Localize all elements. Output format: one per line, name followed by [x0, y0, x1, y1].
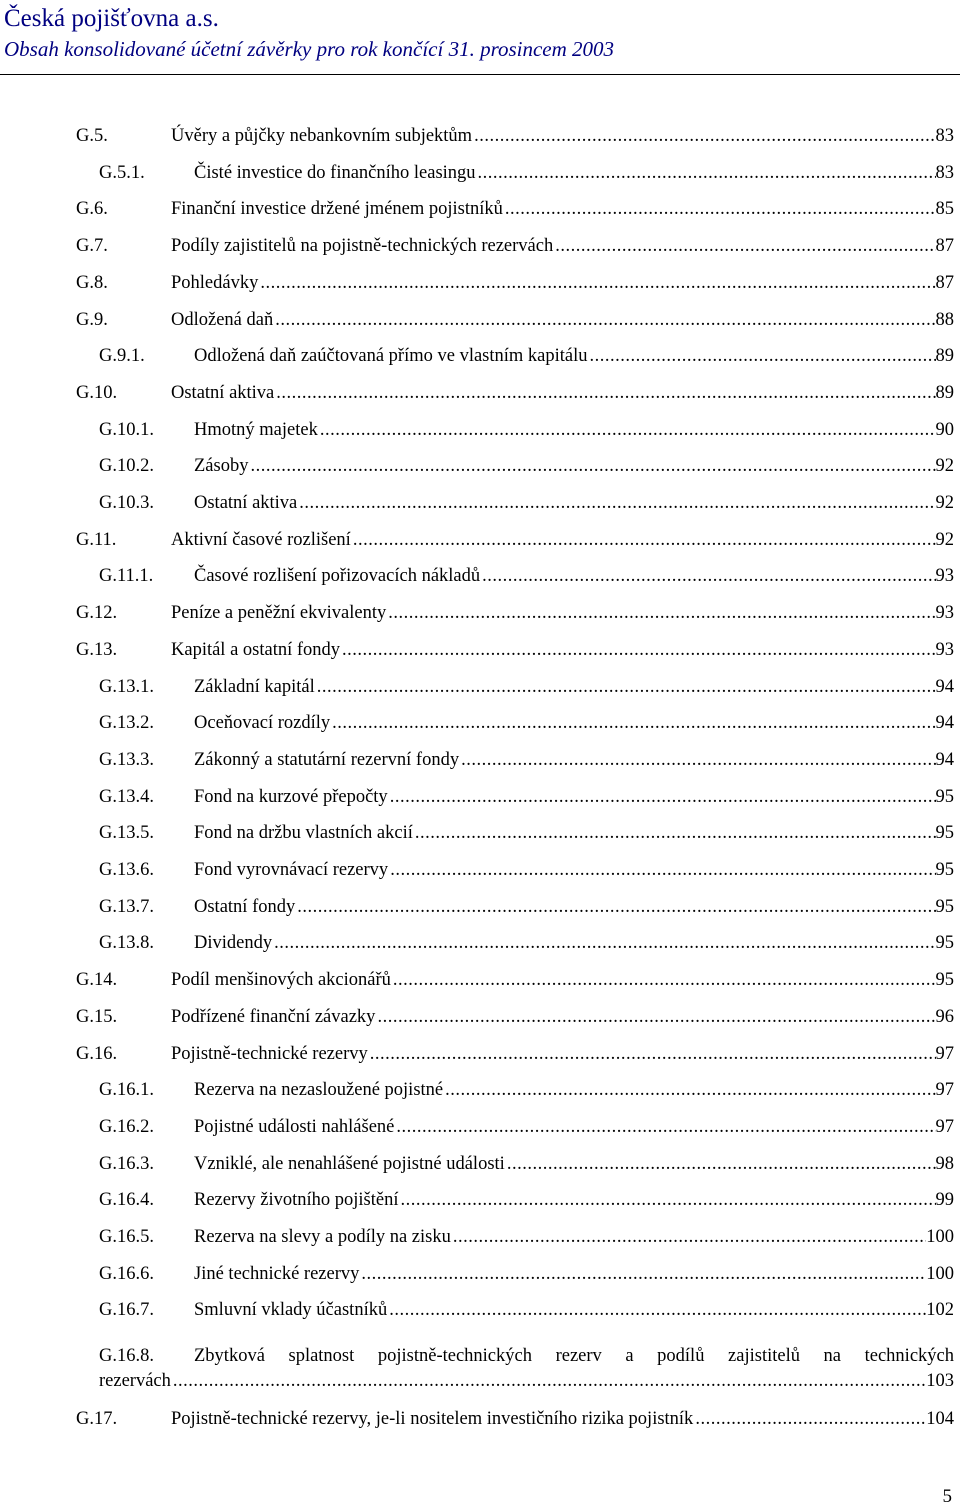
toc-dot-leader [173, 1369, 926, 1393]
toc-dot-leader [388, 598, 935, 628]
toc-entry-page: 92 [935, 529, 954, 550]
toc-entry[interactable] [0, 598, 960, 628]
toc-entry-number: G.8. [76, 272, 108, 293]
toc-entry-title: Rezerva na slevy a podíly na zisku [194, 1227, 451, 1247]
toc-dot-leader [390, 855, 935, 885]
toc-entry-page: 94 [935, 713, 954, 734]
toc-entry[interactable] [0, 378, 960, 408]
toc-entry-title: Ostatní fondy [194, 896, 296, 917]
toc-entry[interactable] [0, 782, 960, 812]
toc-entry-title: Podíly zajistitelů na pojistně-technických rezervách [171, 236, 554, 257]
toc-entry[interactable] [0, 1185, 960, 1215]
company-name: Česká pojišťovna a.s. [4, 5, 219, 32]
toc-entry-number: G.13.1. [99, 676, 154, 697]
toc-entry-title: Kapitál a ostatní fondy [171, 639, 341, 660]
toc-entry[interactable] [0, 965, 960, 995]
toc-entry-title: Zásoby [194, 456, 249, 477]
toc-entry-number: G.16.7. [99, 1300, 154, 1321]
toc-entry[interactable] [0, 194, 960, 224]
toc-entry-number: G.16. [76, 1043, 118, 1064]
toc-entry[interactable] [0, 341, 960, 371]
toc-entry-title: Pojistně-technické rezervy, je-li nositelem investičního rizika pojistník [171, 1409, 694, 1429]
toc-entry-number: G.16.3. [99, 1153, 154, 1174]
toc-dot-leader [297, 892, 935, 922]
toc-entry-title: Fond na kurzové přepočty [194, 786, 388, 807]
toc-entry-title: Hmotný majetek [194, 419, 318, 440]
toc-entry-page: 95 [935, 823, 954, 844]
toc-entry[interactable] [0, 818, 960, 848]
toc-entry-page: 95 [935, 970, 954, 991]
toc-entry-page: 99 [935, 1190, 954, 1211]
toc-entry-page: 93 [935, 603, 954, 624]
toc-entry[interactable] [0, 121, 960, 151]
toc-entry[interactable] [0, 415, 960, 445]
toc-dot-leader [695, 1404, 926, 1434]
toc-entry-number: G.5. [76, 126, 108, 146]
toc-entry[interactable] [0, 1039, 960, 1069]
toc-entry-page: 89 [935, 382, 954, 403]
toc-entry-title: Časové rozlišení pořizovacích nákladů [194, 566, 481, 587]
toc-entry-page: 97 [935, 1080, 954, 1101]
toc-entry-number: G.16.4. [99, 1190, 154, 1211]
toc-entry-title-line1: Zbytková splatnost pojistně-technických rezerv a podílů zajistitelů na technických [194, 1346, 954, 1366]
toc-entry-number: G.11. [76, 529, 117, 550]
toc-entry-page: 98 [935, 1153, 954, 1174]
toc-dot-leader [507, 1149, 936, 1179]
toc-entry-page: 90 [935, 419, 954, 440]
toc-entry-title: Jiné technické rezervy [194, 1263, 360, 1284]
toc-entry-number: G.15. [76, 1006, 118, 1027]
toc-entry-page: 93 [935, 639, 954, 660]
toc-entry[interactable] [0, 1112, 960, 1142]
toc-dot-leader [415, 818, 936, 848]
toc-dot-leader [390, 782, 936, 812]
toc-entry-page: 92 [935, 493, 954, 513]
toc-entry-title: Dividendy [194, 933, 273, 954]
toc-entry-page: 95 [935, 786, 954, 807]
toc-entry[interactable] [0, 1149, 960, 1179]
document-header [4, 0, 614, 62]
toc-entry-title: Úvěry a půjčky nebankovním subjektům [171, 126, 473, 146]
toc-entry-number: G.16.1. [99, 1080, 154, 1101]
toc-entry-title: Peníze a peněžní ekvivalenty [171, 603, 387, 624]
toc-entry-title: Ostatní aktiva [171, 382, 275, 403]
toc-entry-title: Finanční investice držené jménem pojistníků [171, 199, 503, 220]
toc-entry[interactable] [0, 1002, 960, 1032]
toc-entry[interactable] [0, 305, 960, 335]
toc-dot-leader [361, 1259, 926, 1289]
toc-entry-page: 97 [935, 1043, 954, 1064]
toc-dot-leader [317, 672, 936, 702]
toc-dot-leader [320, 415, 936, 445]
toc-entry-title: Smluvní vklady účastníků [194, 1300, 388, 1321]
toc-entry-number: G.12. [76, 603, 118, 624]
toc-entry-number: G.10.3. [99, 493, 154, 513]
toc-dot-leader [274, 928, 935, 958]
toc-entry-number: G.13. [76, 639, 118, 660]
toc-entry-title: Čisté investice do finančního leasingu [194, 162, 476, 183]
toc-entry-number: G.13.8. [99, 933, 154, 954]
toc-entry-number: G.7. [76, 236, 108, 257]
toc-entry-number: G.10.1. [99, 419, 154, 440]
toc-entry-page: 103 [926, 1371, 954, 1391]
toc-entry[interactable] [0, 1075, 960, 1105]
toc-dot-leader [461, 745, 935, 775]
toc-entry-page: 96 [935, 1006, 954, 1027]
toc-entry-page: 83 [935, 162, 954, 183]
toc-entry-number: G.10. [76, 382, 118, 403]
toc-entry-title: Odložená daň [171, 309, 274, 330]
toc-dot-leader [353, 525, 936, 555]
toc-dot-leader [505, 194, 936, 224]
toc-entry-number: G.14. [76, 970, 118, 991]
toc-entry[interactable] [0, 745, 960, 775]
toc-entry-page: 95 [935, 896, 954, 917]
toc-entry-title: Ostatní aktiva [194, 493, 298, 513]
toc-entry-page: 95 [935, 860, 954, 880]
toc-entry-title: Rezervy životního pojištění [194, 1190, 399, 1211]
toc-entry-last[interactable] [0, 1404, 960, 1434]
document-subtitle: Obsah konsolidované účetní závěrky pro rok končící 31. prosincem 2003 [4, 37, 615, 61]
toc-dot-leader [389, 1295, 926, 1325]
toc-entry-title: Vzniklé, ale nenahlášené pojistné události [194, 1153, 505, 1174]
toc-entry-title: Fond na držbu vlastních akcií [194, 823, 413, 844]
toc-entry[interactable] [0, 488, 960, 518]
toc-entry[interactable] [0, 855, 960, 885]
toc-entry-page: 88 [935, 309, 954, 330]
toc-entry-number: G.13.2. [99, 713, 154, 734]
toc-entry-page: 89 [935, 346, 954, 367]
toc-entry-number: G.9. [76, 309, 108, 330]
toc-entry-title: Pojistné události nahlášené [194, 1116, 395, 1137]
toc-entry-number: G.13.4. [99, 786, 154, 807]
toc-entry-number: G.17. [76, 1409, 118, 1429]
toc-entry-title: Pohledávky [171, 272, 259, 293]
toc-entry-title: Rezerva na nezasloužené pojistné [194, 1080, 444, 1101]
toc-entry-title: Základní kapitál [194, 676, 315, 697]
toc-entry[interactable] [0, 268, 960, 298]
toc-entry-number: G.5.1. [99, 162, 145, 183]
toc-entry-page: 93 [935, 566, 954, 587]
toc-entry-page: 94 [935, 676, 954, 697]
toc-entry-title: Odložená daň zaúčtovaná přímo ve vlastním kapitálu [194, 346, 588, 367]
toc-entry-number: G.6. [76, 199, 108, 220]
page-number: 5 [942, 1486, 952, 1507]
toc-dot-leader [445, 1075, 935, 1105]
toc-dot-leader [332, 708, 935, 738]
toc-entry-page: 97 [935, 1116, 954, 1137]
toc-entry-title: Zákonný a statutární rezervní fondy [194, 749, 460, 770]
toc-entry-page: 94 [935, 749, 954, 770]
toc-entry-page: 87 [935, 272, 954, 293]
toc-entry[interactable] [0, 1259, 960, 1289]
toc-entry-number: G.11.1. [99, 566, 154, 587]
toc-entry-page: 100 [926, 1227, 954, 1247]
toc-dot-leader [342, 635, 935, 665]
toc-entry-number: G.16.5. [99, 1227, 154, 1247]
toc-dot-leader [401, 1185, 936, 1215]
toc-entry-page: 102 [926, 1300, 954, 1321]
toc-entry[interactable] [0, 928, 960, 958]
toc-entry[interactable] [0, 451, 960, 481]
toc-dot-leader [590, 341, 936, 371]
toc-dot-leader [275, 305, 935, 335]
toc-entry-title: Fond vyrovnávací rezervy [194, 860, 389, 880]
toc-entry-title: Aktivní časové rozlišení [171, 529, 351, 550]
toc-entry-number: G.16.2. [99, 1116, 154, 1137]
toc-dot-leader [370, 1039, 936, 1069]
toc-entry-title: Podíl menšinových akcionářů [171, 970, 391, 991]
toc-dot-leader [393, 965, 936, 995]
toc-dot-leader [276, 378, 935, 408]
toc-entry-number: G.16.8. [99, 1346, 154, 1366]
toc-dot-leader [482, 561, 935, 591]
toc-entry-title-line2: rezervách [99, 1371, 171, 1391]
toc-dot-leader [453, 1222, 926, 1252]
toc-entry-title: Oceňovací rozdíly [194, 713, 331, 734]
toc-dot-leader [377, 1002, 935, 1032]
toc-entry[interactable] [0, 1295, 960, 1325]
toc-entry[interactable] [0, 635, 960, 665]
toc-dot-leader [396, 1112, 935, 1142]
header-rule [0, 74, 960, 75]
toc-entry-page: 95 [935, 933, 954, 954]
toc-entry-page: 100 [926, 1263, 954, 1284]
toc-entry-number: G.13.6. [99, 860, 154, 880]
toc-entry-number: G.10.2. [99, 456, 154, 477]
toc-dot-leader [478, 158, 936, 188]
toc-entry-page: 104 [926, 1409, 954, 1429]
toc-entry[interactable] [0, 672, 960, 702]
toc-entry[interactable] [0, 892, 960, 922]
toc-entry-number: G.16.6. [99, 1263, 154, 1284]
toc-entry-title: Podřízené finanční závazky [171, 1006, 376, 1027]
toc-entry-number: G.9.1. [99, 346, 145, 367]
toc-entry-page: 92 [935, 456, 954, 477]
toc-dot-leader [250, 451, 935, 481]
toc-entry-number: G.13.3. [99, 749, 154, 770]
toc-entry[interactable] [0, 158, 960, 188]
toc-dot-leader [260, 268, 935, 298]
toc-entry[interactable] [0, 561, 960, 591]
toc-entry-number: G.13.5. [99, 823, 154, 844]
toc-entry-number: G.13.7. [99, 896, 154, 917]
toc-entry-page: 83 [935, 126, 954, 146]
toc-entry[interactable] [0, 231, 960, 261]
toc-entry[interactable] [0, 708, 960, 738]
toc-dot-leader [474, 121, 935, 151]
toc-entry[interactable] [0, 525, 960, 555]
toc-entry-page: 85 [935, 199, 954, 220]
toc-dot-leader [555, 231, 935, 261]
toc-dot-leader [299, 488, 935, 518]
toc-entry-page: 87 [935, 236, 954, 257]
toc-entry[interactable] [0, 1222, 960, 1252]
toc-entry-title: Pojistně-technické rezervy [171, 1043, 368, 1064]
